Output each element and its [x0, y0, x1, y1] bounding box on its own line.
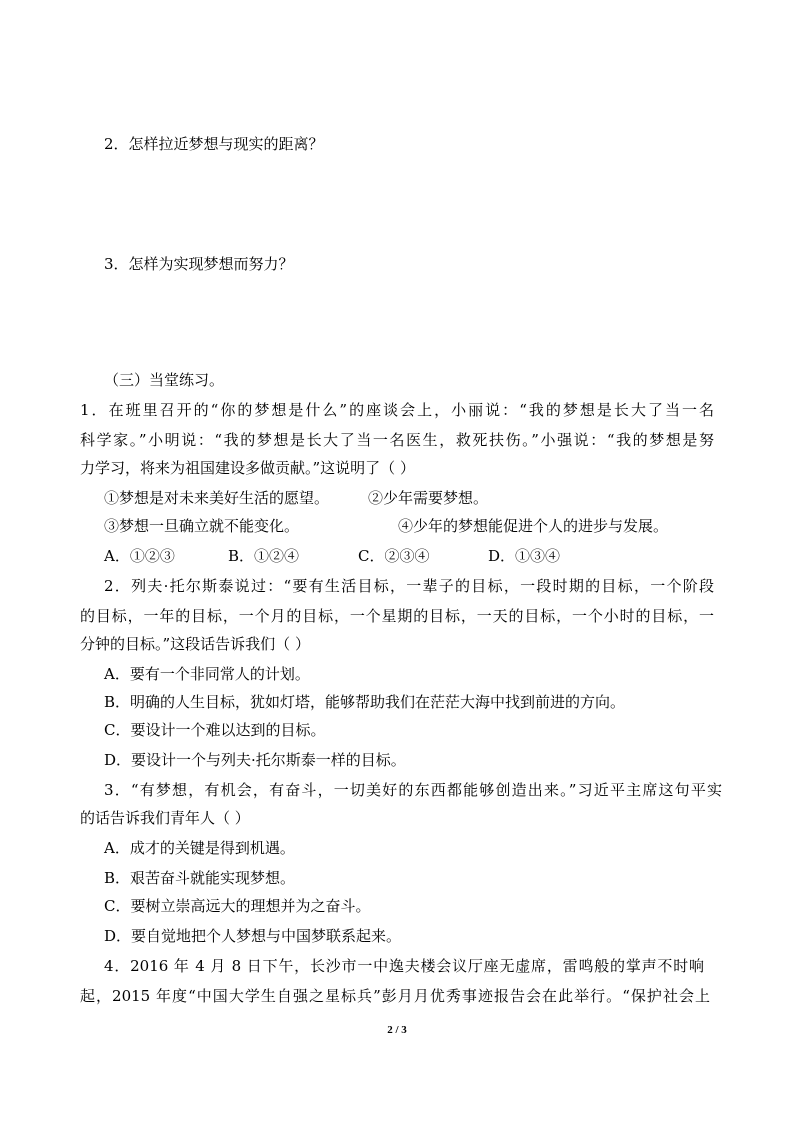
p1-option-b: B．①②④: [228, 547, 300, 565]
question-3: 3．怎样为实现梦想而努力？: [104, 255, 294, 273]
page-number: 2 / 3: [387, 1024, 407, 1036]
p2-line2: 的目标，一年的目标，一个月的目标，一个星期的目标，一天的目标，一个小时的目标，一: [80, 607, 714, 625]
p1-line1: 1．在班里召开的“你的梦想是什么”的座谈会上，小丽说：“我的梦想是长大了当一名: [80, 401, 714, 419]
p3-line1: 3．“有梦想，有机会，有奋斗，一切美好的东西都能够创造出来。”习近平主席这句平实: [104, 781, 722, 799]
p1-option-c: C．②③④: [358, 547, 430, 565]
p3-option-b: B．艰苦奋斗就能实现梦想。: [104, 869, 296, 887]
p1-statement-1: ①梦想是对未来美好生活的愿望。: [104, 489, 330, 507]
p3-line2: 的话告诉我们青年人（ ）: [80, 809, 250, 827]
p2-option-b: B．明确的人生目标，犹如灯塔，能够帮助我们在茫茫大海中找到前进的方向。: [104, 693, 626, 711]
section-heading: （三）当堂练习。: [104, 371, 225, 389]
p4-line2: 起，2015 年度“中国大学生自强之星标兵”彭月月优秀事迹报告会在此举行。“保护社会上: [80, 987, 710, 1005]
p3-option-a: A．成才的关键是得到机遇。: [104, 839, 295, 857]
p1-line3: 力学习，将来为祖国建设多做贡献。”这说明了（ ）: [80, 459, 415, 477]
p1-line2: 科学家。”小明说：“我的梦想是长大了当一名医生，救死扶伤。”小强说：“我的梦想是努: [80, 431, 714, 449]
p2-line1: 2．列夫·托尔斯泰说过：“要有生活目标，一辈子的目标，一段时期的目标，一个阶段: [104, 577, 714, 595]
p2-line3: 分钟的目标。”这段话告诉我们（ ）: [80, 635, 310, 653]
p3-option-d: D．要自觉地把个人梦想与中国梦联系起来。: [104, 927, 402, 945]
p1-statement-3: ③梦想一旦确立就不能变化。: [104, 517, 300, 535]
p1-statement-4: ④少年的梦想能促进个人的进步与发展。: [398, 517, 669, 535]
p2-option-c: C．要设计一个难以达到的目标。: [104, 721, 326, 739]
p3-option-c: C．要树立崇高远大的理想并为之奋斗。: [104, 897, 371, 915]
p2-option-d: D．要设计一个与列夫·托尔斯泰一样的目标。: [104, 751, 406, 769]
p1-statement-2: ②少年需要梦想。: [368, 489, 489, 507]
p1-option-d: D．①③④: [488, 547, 561, 565]
p4-line1: 4．2016 年 4 月 8 日下午，长沙市一中逸夫楼会议厅座无虚席，雷鸣般的掌声不时响: [104, 957, 704, 975]
question-2: 2．怎样拉近梦想与现实的距离？: [104, 135, 324, 153]
p1-option-a: A．①②③: [104, 547, 175, 565]
p2-option-a: A．要有一个非同常人的计划。: [104, 665, 310, 683]
